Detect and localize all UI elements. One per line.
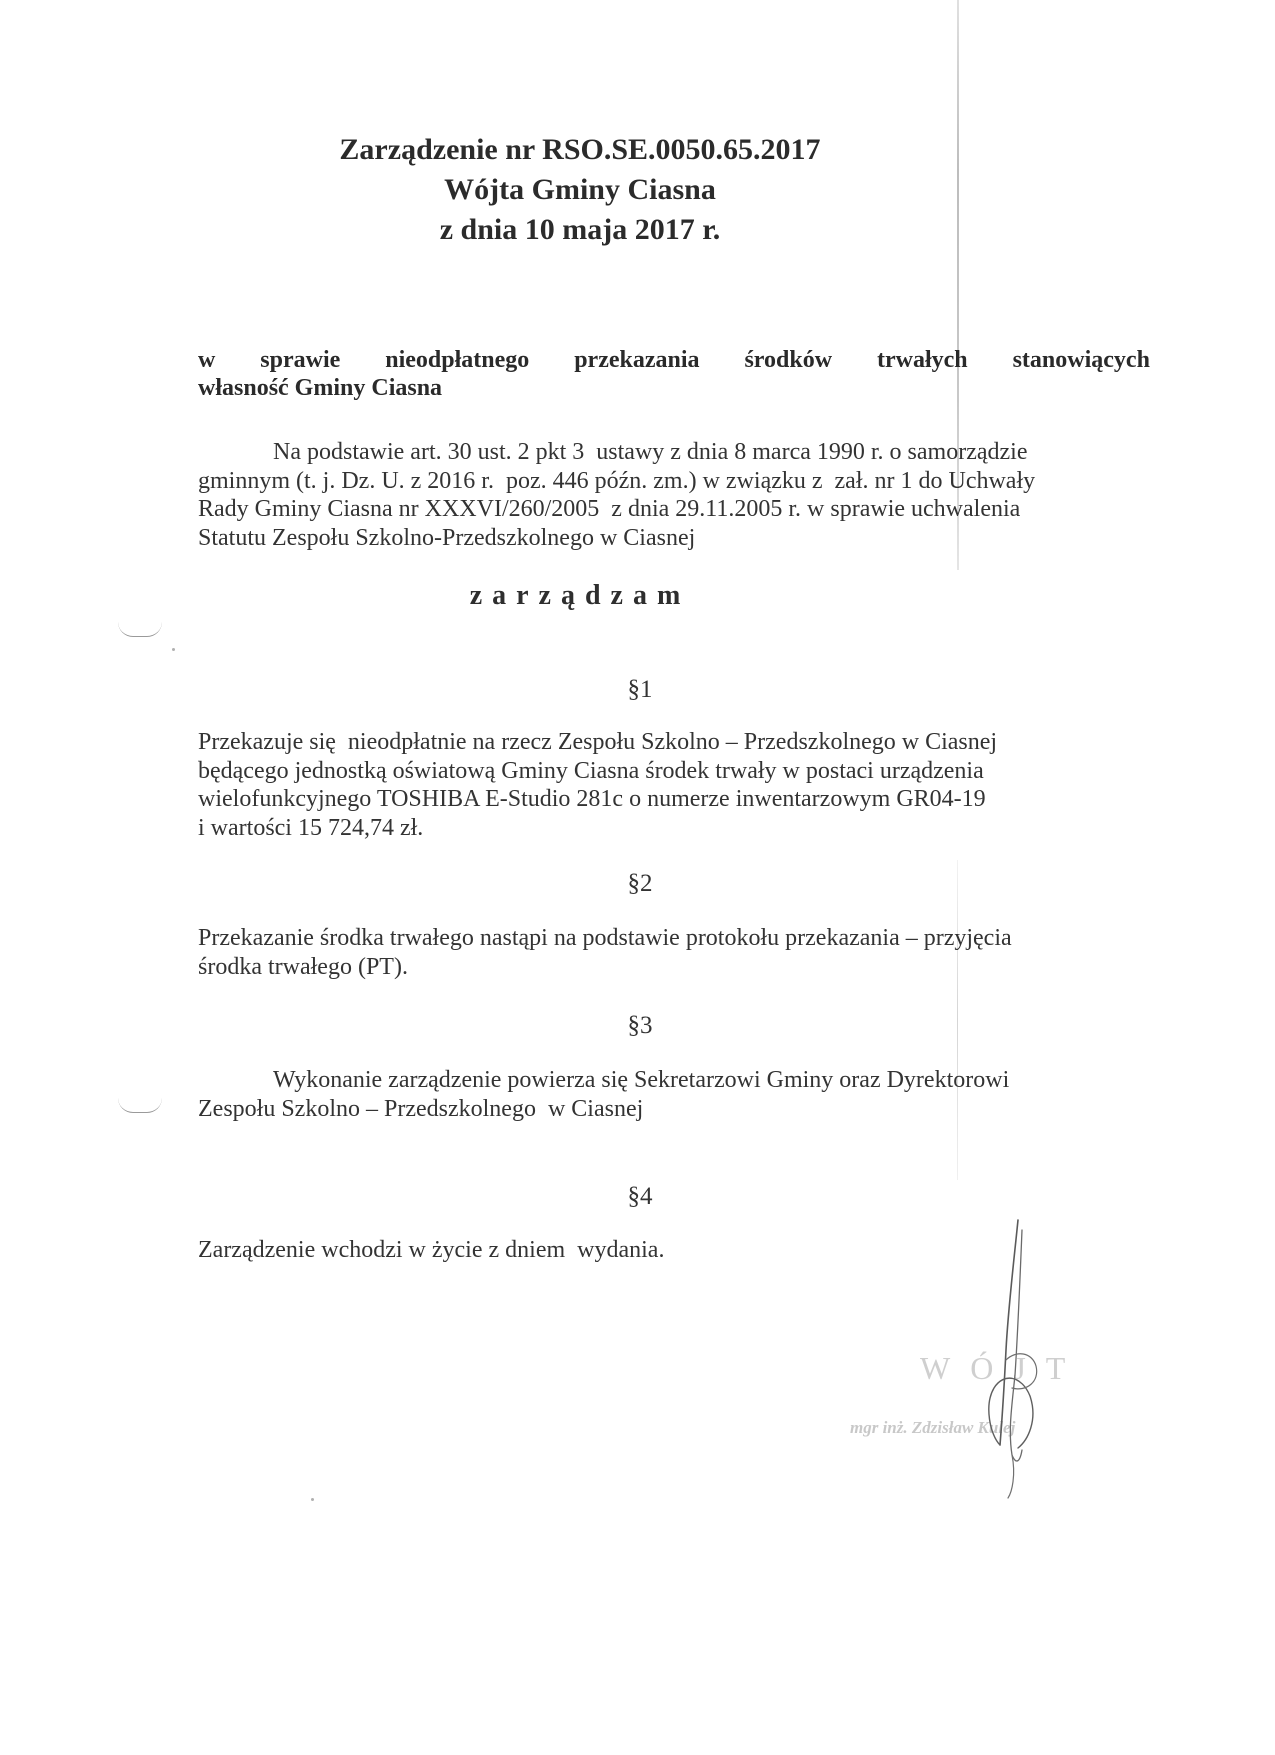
subject-word: stanowiących: [1012, 347, 1150, 373]
section-line: [198, 785, 1150, 814]
section-text: Zarządzenie wchodzi w życie z dniem wydania.: [198, 1237, 665, 1263]
legal-basis-line: [198, 467, 1150, 496]
section-text: Przekazanie środka trwałego nastąpi na podstawie protokołu przekazania – przyjęcia: [198, 925, 1012, 951]
section-line: [198, 953, 1150, 982]
decree-number: Zarządzenie nr RSO.SE.0050.65.2017: [339, 133, 821, 166]
section-mark-2: §2: [627, 870, 653, 897]
section-line: [198, 814, 1150, 843]
section-text: wielofunkcyjnego TOSHIBA E-Studio 281c o numerze inwentarzowym GR04-19: [198, 786, 986, 812]
subject-word: przekazania: [574, 347, 700, 373]
subject-word: środków: [744, 347, 833, 373]
section-3-body: [198, 1066, 1150, 1123]
legal-basis-text: Rady Gminy Ciasna nr XXXVI/260/2005 z dnia 29.11.2005 r. w sprawie uchwalenia: [198, 496, 1021, 522]
scan-fold-line-lower: [957, 860, 958, 1180]
legal-basis: [198, 438, 1150, 552]
subject-line-2: własność Gminy Ciasna: [198, 375, 443, 401]
stamp-title: WÓJT: [920, 1350, 1086, 1386]
issuer: Wójta Gminy Ciasna: [444, 173, 716, 206]
section-mark-4: §4: [627, 1183, 653, 1210]
section-text: Przekazuje się nieodpłatnie na rzecz Zespołu Szkolno – Przedszkolnego w Ciasnej: [198, 729, 998, 755]
legal-basis-line: [198, 495, 1150, 524]
section-line: [198, 757, 1150, 786]
margin-arc-mark: [118, 622, 162, 637]
legal-basis-line: [198, 438, 1150, 467]
section-text: środka trwałego (PT).: [198, 953, 408, 980]
section-line: [198, 1095, 1150, 1124]
subject-line-1: [198, 346, 1150, 374]
section-line: [198, 924, 1150, 953]
decree-word: zarządzam: [469, 580, 691, 611]
document-header: [200, 130, 960, 250]
decree-subject: [198, 346, 1150, 402]
section-text: Zespołu Szkolno – Przedszkolnego w Ciasnej: [198, 1095, 644, 1122]
section-text: będącego jednostką oświatową Gminy Ciasna środek trwały w postaci urządzenia: [198, 757, 984, 784]
section-text: Wykonanie zarządzenie powierza się Sekretarzowi Gminy oraz Dyrektorowi: [273, 1067, 1010, 1093]
subject-word: sprawie: [260, 347, 341, 373]
decree-date: z dnia 10 maja 2017 r.: [439, 213, 721, 246]
legal-basis-text: Statutu Zespołu Szkolno-Przedszkolnego w Ciasnej: [198, 524, 696, 551]
subject-word: trwałych: [876, 347, 968, 373]
legal-basis-line: [198, 524, 1150, 553]
stamp-name: mgr inż. Zdzisław Kulej: [850, 1418, 1016, 1437]
scan-speck: [311, 1498, 314, 1501]
section-line: [198, 1066, 1150, 1095]
subject-word: nieodpłatnego: [385, 347, 530, 373]
subject-word: w: [198, 347, 216, 373]
section-line: [198, 728, 1150, 757]
handwritten-signature: [960, 1200, 1080, 1500]
section-text: i wartości 15 724,74 zł.: [198, 814, 424, 841]
legal-basis-text: Na podstawie art. 30 ust. 2 pkt 3 ustawy z dnia 8 marca 1990 r. o samorządzie: [273, 439, 1028, 465]
section-mark-3: §3: [627, 1012, 653, 1039]
section-mark-1: §1: [627, 676, 653, 703]
legal-basis-text: gminnym (t. j. Dz. U. z 2016 r. poz. 446 późn. zm.) w związku z zał. nr 1 do Uchwały: [198, 467, 1036, 494]
section-2-body: [198, 924, 1150, 981]
margin-arc-mark: [118, 1098, 162, 1113]
section-1-body: [198, 728, 1150, 842]
scan-speck: [172, 648, 175, 651]
